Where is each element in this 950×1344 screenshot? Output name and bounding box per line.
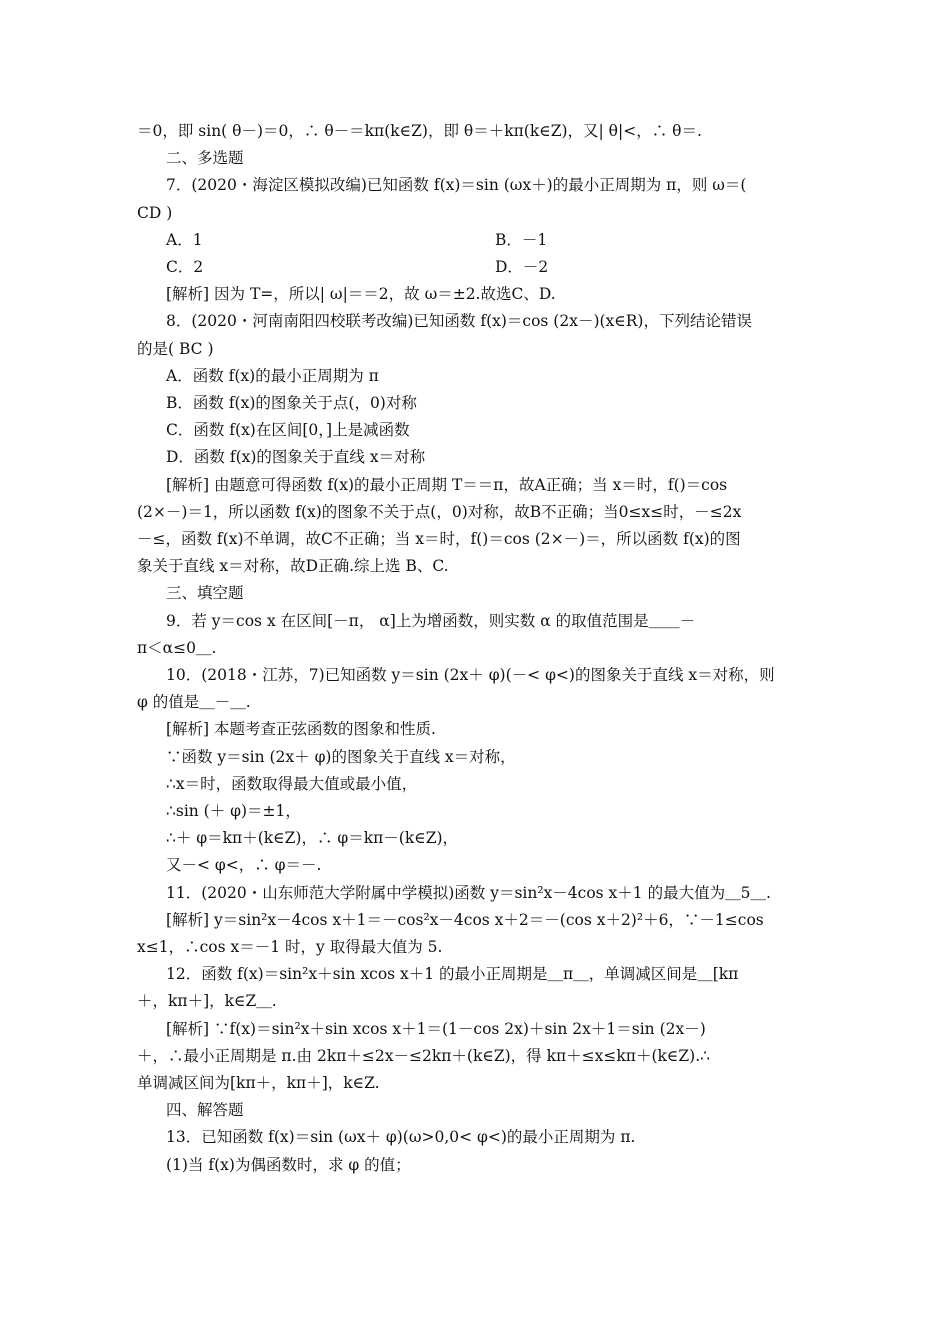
text-line — [166, 1123, 816, 1151]
text-line-content: ＝0，即 sin( θ－)＝0，∴ θ－＝kπ(k∈Z)，即 θ＝＋kπ(k∈Z)，又| θ|<，∴ θ＝. — [137, 122, 702, 140]
text-line — [166, 715, 816, 743]
text-line-content: 象关于直线 x＝对称，故D正确.综上选 B、C. — [137, 557, 449, 576]
text-line-content: －≤，函数 f(x)不单调，故C不正确；当 x＝时，f()＝cos (2×－)＝，所以函数 f(x)的图 — [137, 530, 741, 548]
text-line — [137, 552, 817, 580]
text-line — [137, 335, 817, 363]
text-line-content: B．函数 f(x)的图象关于点(，0)对称 — [166, 394, 417, 412]
text-line — [166, 226, 816, 254]
text-line — [137, 688, 817, 716]
text-line — [166, 253, 816, 281]
text-line-content: 8．(2020・河南南阳四校联考改编)已知函数 f(x)＝cos (2x－)(x∈R)，下列结论错误 — [166, 312, 752, 331]
text-line-content: [解析] 因为 T=，所以| ω|＝＝2，故 ω＝±2.故选C、D. — [166, 285, 556, 304]
text-line-content: C．函数 f(x)在区间[0，]上是减函数 — [166, 421, 410, 440]
text-line-content: 13．已知函数 f(x)＝sin (ωx＋ φ)(ω>0,0< φ<)的最小正周期为 π. — [166, 1128, 636, 1147]
text-line-content: [解析] ∵f(x)＝sin²x＋sin xcos x＋1＝(1－cos 2x)＋sin 2x＋1＝sin (2x－) — [166, 1019, 706, 1038]
text-line — [166, 280, 816, 308]
text-line — [166, 906, 816, 934]
text-line — [166, 661, 816, 689]
text-line — [166, 416, 816, 444]
text-line — [137, 498, 817, 526]
text-line — [166, 171, 816, 199]
text-line-content: x≤1，∴cos x＝－1 时，y 取得最大值为 5. — [137, 938, 443, 956]
text-line — [166, 960, 816, 988]
text-line-content: C．2 — [166, 258, 204, 276]
text-line-content: [解析] 本题考查正弦函数的图象和性质. — [166, 720, 436, 739]
text-line — [137, 634, 817, 662]
text-line — [166, 471, 816, 499]
text-line — [166, 770, 816, 798]
text-line — [166, 1096, 816, 1124]
text-line — [137, 933, 817, 961]
text-line-content: ∴＋ φ＝kπ＋(k∈Z)，∴ φ＝kπ－(k∈Z)， — [166, 829, 459, 848]
text-line — [166, 389, 816, 417]
text-line-content: 12．函数 f(x)＝sin²x＋sin xcos x＋1 的最小正周期是＿π＿，单调减区间是＿[kπ — [166, 965, 739, 984]
text-line — [166, 443, 816, 471]
text-line — [166, 1151, 816, 1179]
text-line — [166, 824, 816, 852]
text-line — [137, 987, 817, 1015]
text-line — [166, 797, 816, 825]
text-line — [137, 117, 817, 145]
text-line-content: (2×－)＝1，所以函数 f(x)的图象不关于点(，0)对称，故B不正确；当0≤x≤时，－≤2x — [137, 502, 742, 521]
text-line-content: [解析] y＝sin²x－4cos x＋1＝－cos²x－4cos x＋2＝－(cos x＋2)²＋6，∵－1≤cos — [166, 910, 764, 929]
text-line-content: 7．(2020・海淀区模拟改编)已知函数 f(x)＝sin (ωx＋)的最小正周期为 π，则 ω＝( — [166, 176, 747, 195]
text-line-content: 又－< φ<，∴ φ＝－. — [166, 856, 322, 875]
text-line-content: ∵函数 y＝sin (2x＋ φ)的图象关于直线 x＝对称， — [166, 747, 516, 766]
text-line — [166, 307, 816, 335]
text-line — [166, 879, 816, 907]
text-line — [166, 1015, 816, 1043]
text-line — [166, 851, 816, 879]
text-line-content: D．函数 f(x)的图象关于直线 x＝对称 — [166, 448, 426, 467]
text-line-content: 四、解答题 — [166, 1101, 244, 1120]
text-line-content: 11．(2020・山东师范大学附属中学模拟)函数 y＝sin²x－4cos x＋1 的最大值为＿5＿. — [166, 883, 771, 902]
option-right-column: B．－1 — [495, 230, 548, 249]
text-line-content: φ 的值是＿－＿. — [137, 693, 251, 712]
text-line-content: 二、多选题 — [166, 149, 244, 168]
text-line-content: 三、填空题 — [166, 584, 244, 603]
option-right-column: D．－2 — [495, 258, 549, 276]
text-line-content: ∴sin (＋ φ)＝±1， — [166, 802, 301, 820]
text-line-content: 的是( BC ) — [137, 339, 214, 358]
text-line — [166, 607, 816, 635]
text-line-content: 10．(2018・江苏，7)已知函数 y＝sin (2x＋ φ)(－< φ<)的图象关于直线 x＝对称，则 — [166, 666, 775, 684]
text-line-content: [解析] 由题意可得函数 f(x)的最小正周期 T＝＝π，故A正确；当 x＝时，f()＝cos — [166, 475, 728, 494]
text-line-content: CD ) — [137, 203, 173, 222]
text-line-content: (1)当 f(x)为偶函数时，求 φ 的值； — [166, 1155, 411, 1174]
text-line — [137, 199, 817, 227]
text-line-content: π＜α≤0＿. — [137, 638, 217, 657]
text-line-content: ∴x＝时，函数取得最大值或最小值， — [166, 774, 418, 793]
text-line — [137, 1042, 817, 1070]
text-line — [137, 525, 817, 553]
text-line — [137, 1069, 817, 1097]
text-line-content: A．函数 f(x)的最小正周期为 π — [166, 366, 379, 385]
text-line-content: ＋，kπ＋]，k∈Z＿. — [137, 992, 277, 1011]
text-line-content: 9．若 y＝cos x 在区间[－π， α]上为增函数，则实数 α 的取值范围是＿＿－ — [166, 611, 696, 630]
text-line — [166, 743, 816, 771]
text-line-content: A．1 — [166, 230, 203, 249]
text-line — [166, 144, 816, 172]
text-line — [166, 362, 816, 390]
text-line — [166, 579, 816, 607]
text-line-content: ＋，∴最小正周期是 π.由 2kπ＋≤2x－≤2kπ＋(k∈Z)，得 kπ＋≤x≤kπ＋(k∈Z).∴ — [137, 1046, 710, 1065]
text-line-content: 单调减区间为[kπ＋，kπ＋]，k∈Z. — [137, 1074, 380, 1092]
